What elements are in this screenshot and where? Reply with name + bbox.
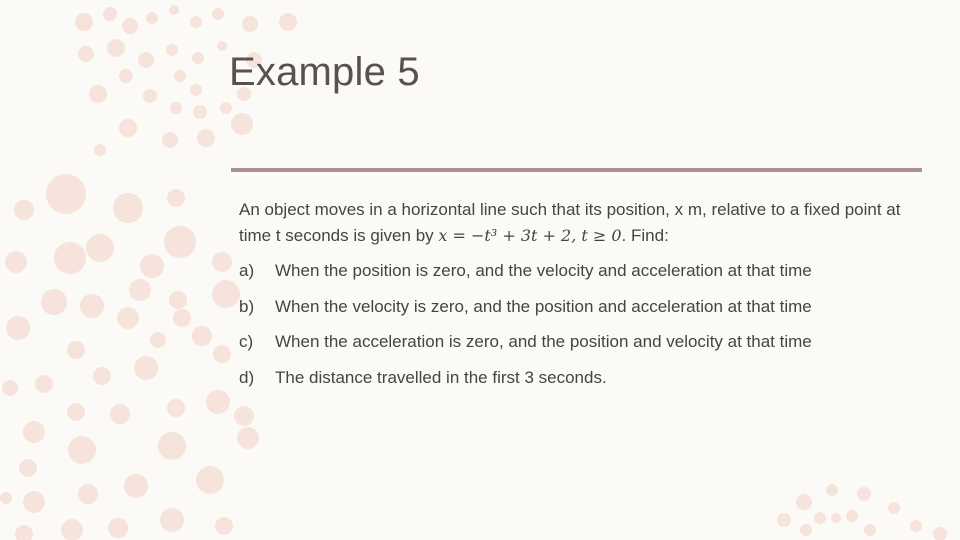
question-label: d) <box>239 367 255 387</box>
question-text: When the velocity is zero, and the position and acceleration at that time <box>275 296 812 316</box>
problem-body <box>239 197 909 400</box>
question-item <box>239 329 909 355</box>
slide-title: Example 5 <box>229 50 420 94</box>
question-label: a) <box>239 261 255 280</box>
title-divider <box>231 168 922 172</box>
question-text: The distance travelled in the first 3 seconds. <box>275 367 607 387</box>
intro-end: . Find: <box>621 226 669 245</box>
question-text: When the acceleration is zero, and the position and velocity at that time <box>275 332 812 351</box>
question-list <box>239 258 909 391</box>
question-text: When the position is zero, and the velocity and acceleration at that time <box>275 261 812 280</box>
question-item <box>239 294 909 320</box>
question-label: c) <box>239 332 254 351</box>
problem-intro <box>239 197 909 249</box>
question-label: b) <box>239 296 255 316</box>
question-item <box>239 258 909 284</box>
question-item <box>239 365 909 391</box>
intro-text: An object moves in a horizontal line such that its position, x m, relative to a fixed point at time t seconds is given by <box>239 200 901 245</box>
position-equation: x = −t³ + 3t + 2, t ≥ 0 <box>438 226 622 245</box>
